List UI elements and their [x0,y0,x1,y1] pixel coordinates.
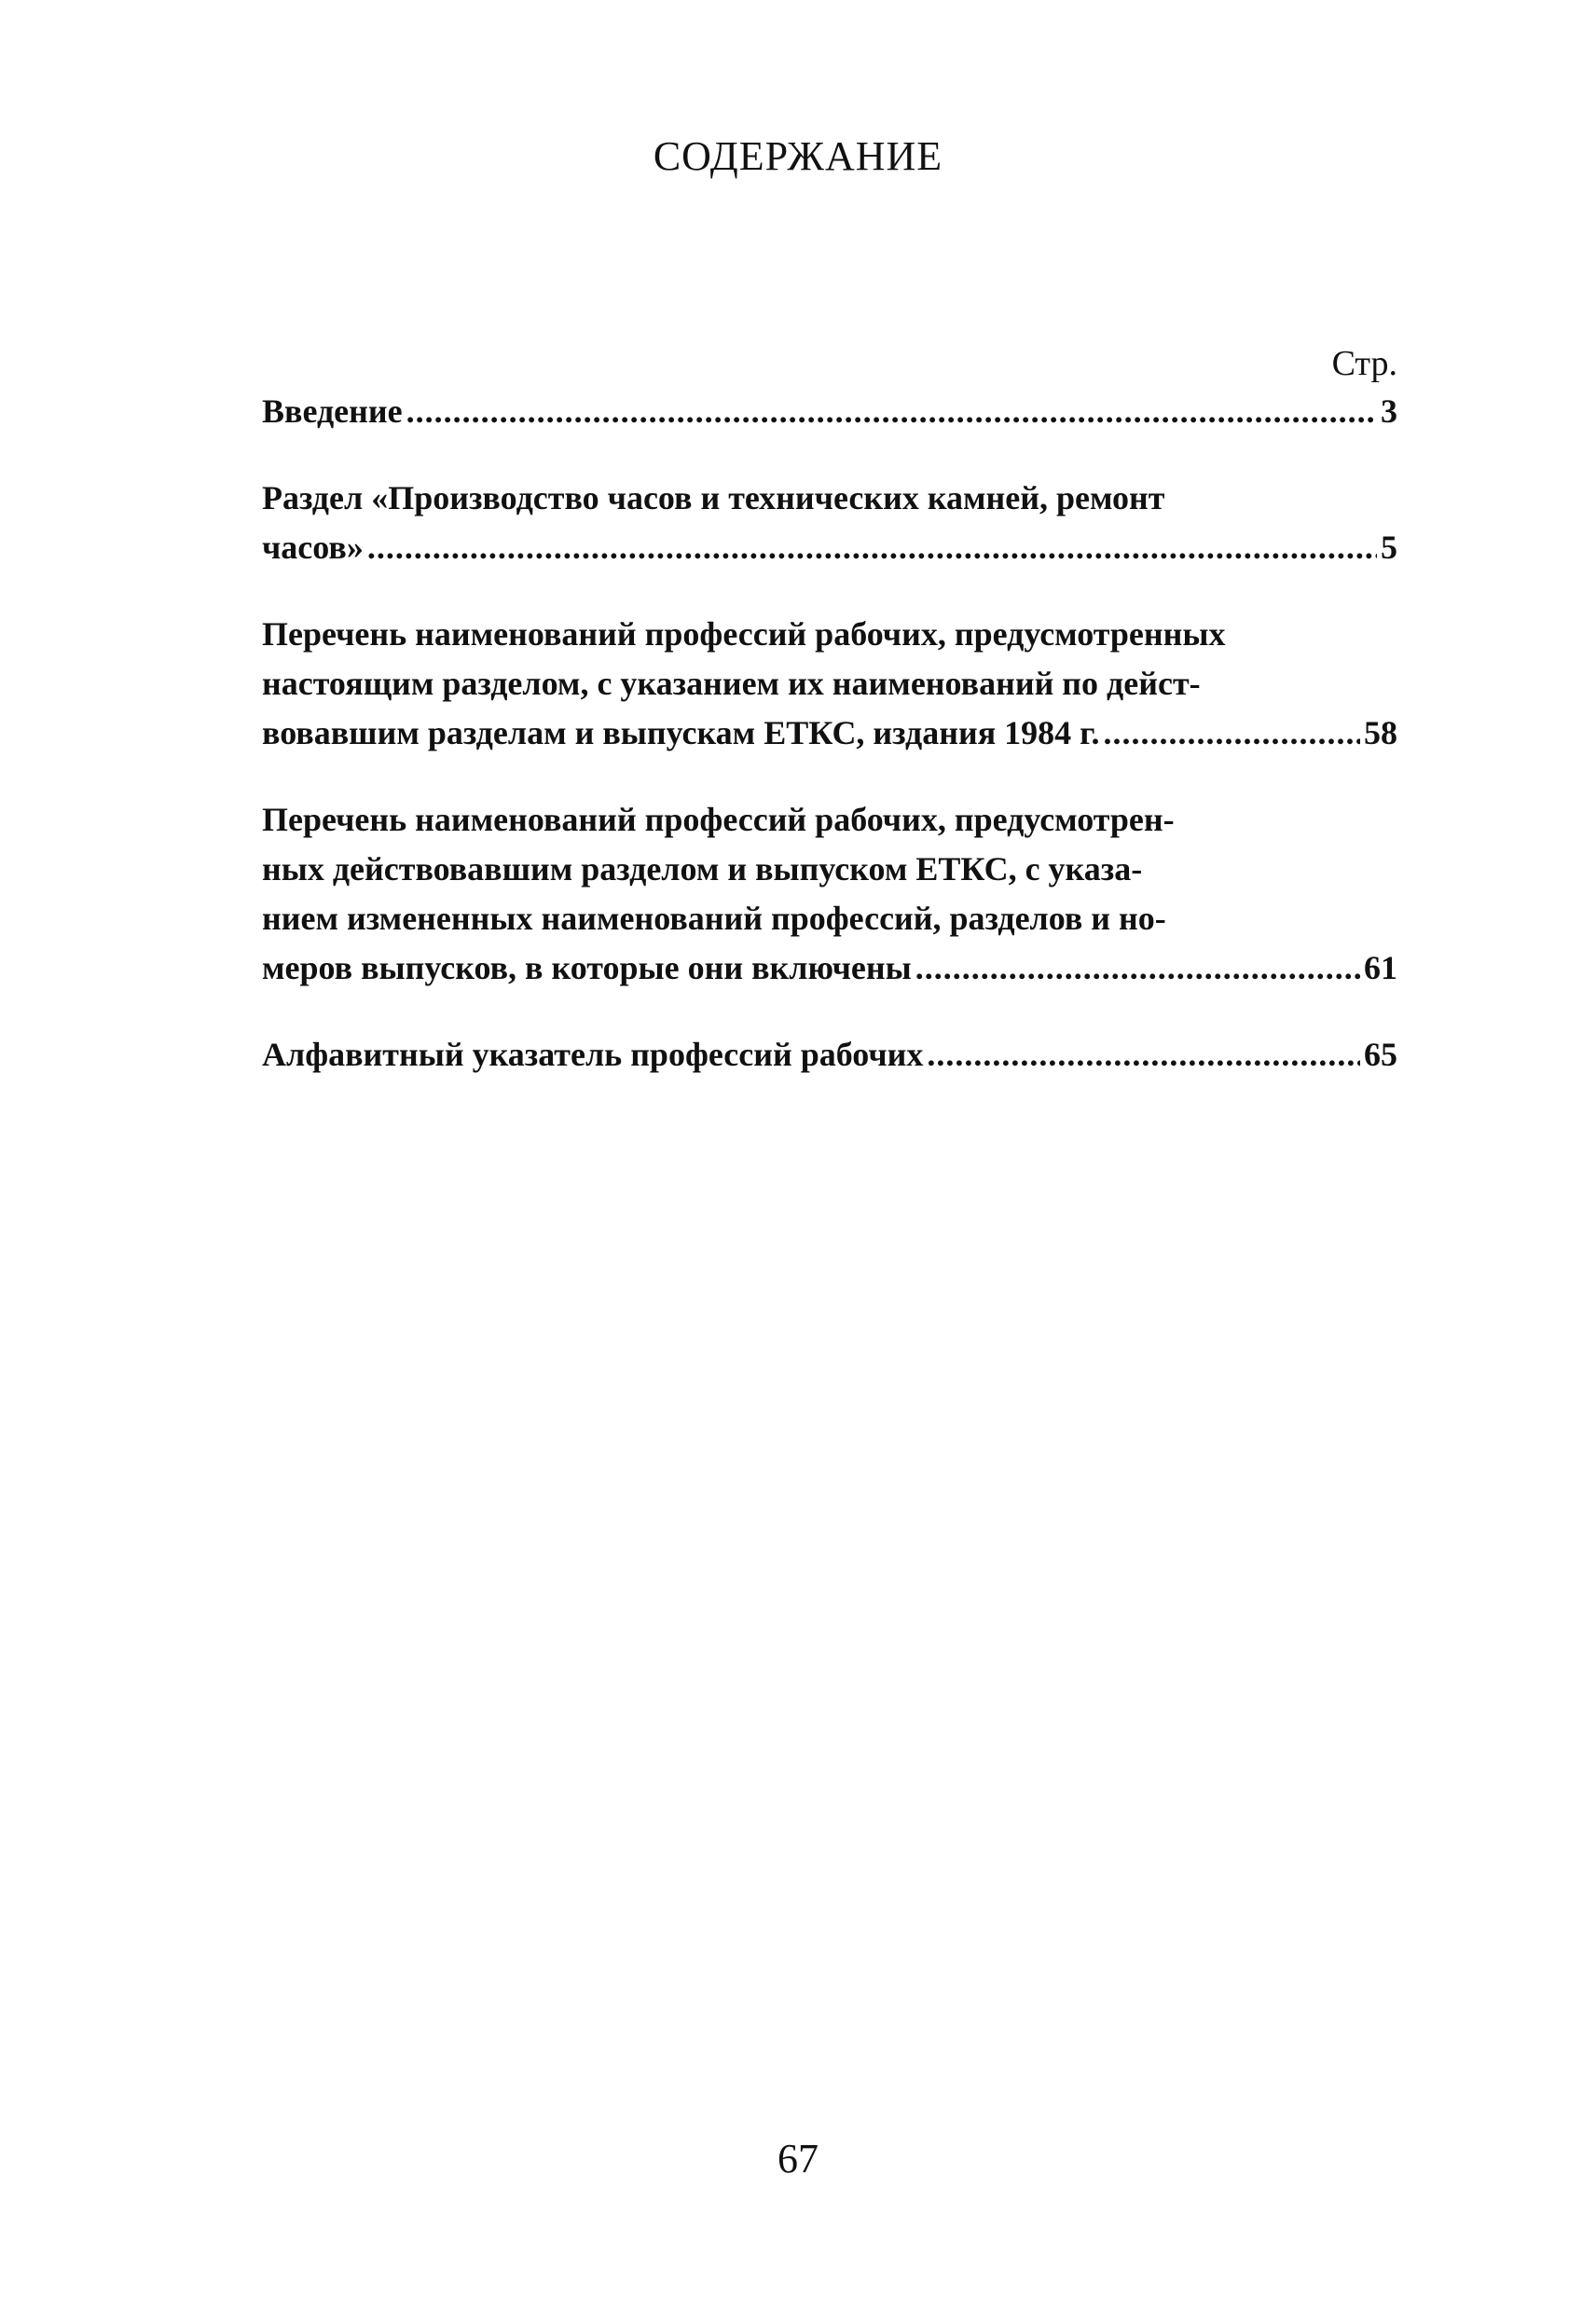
toc-entry-alphabetical-index[interactable] [262,1030,1397,1080]
toc-entry-line [262,1030,1397,1080]
page-number: 67 [777,2136,819,2181]
toc-entry-text: Алфавитный указатель профессий рабочих [262,1036,924,1073]
toc-entry-text: ных действовавшим разделом и выпуском ЕТКС, с указа- [262,850,1143,888]
toc-entry-section[interactable] [262,474,1397,572]
toc-entry-text: часов» [262,529,364,566]
toc-entry-page: 5 [1381,529,1397,566]
page-title: СОДЕРЖАНИЕ [653,133,943,179]
toc-entry-text: вовавшим разделам и выпускам ЕТКС, издания 1984 г. [262,714,1100,751]
toc-entry-text: Перечень наименований профессий рабочих, предусмотренных [262,615,1226,653]
pages-column-label: Стр. [1331,344,1397,383]
toc-entry-text: меров выпусков, в которые они включены [262,949,912,986]
toc-entry-text: Раздел «Производство часов и технических камней, ремонт [262,479,1165,516]
dot-leader [1103,709,1360,758]
dot-leader [927,1030,1360,1080]
dot-leader [367,523,1377,572]
toc-entry-page: 3 [1381,392,1397,430]
dot-leader [406,387,1377,436]
toc-entry-introduction[interactable] [262,387,1397,436]
toc-entry-text: Введение [262,392,403,430]
toc-entry-line [262,943,1397,993]
table-of-contents [262,340,1397,1080]
toc-entry-line [262,709,1397,758]
toc-entry-page: 61 [1364,949,1397,986]
toc-entry-page: 65 [1364,1036,1397,1073]
toc-entry-line [262,523,1397,572]
dot-leader [915,943,1360,993]
toc-entry-text: Перечень наименований профессий рабочих, предусмотрен- [262,801,1175,838]
toc-entry-line [262,387,1397,436]
toc-entry-text: настоящим разделом, с указанием их наименований по дейст- [262,665,1201,702]
toc-entry-professions-list-new[interactable] [262,610,1397,758]
toc-entry-page: 58 [1364,714,1397,751]
toc-entry-professions-list-old[interactable] [262,795,1397,993]
toc-entry-text: нием измененных наименований профессий, разделов и но- [262,900,1166,937]
